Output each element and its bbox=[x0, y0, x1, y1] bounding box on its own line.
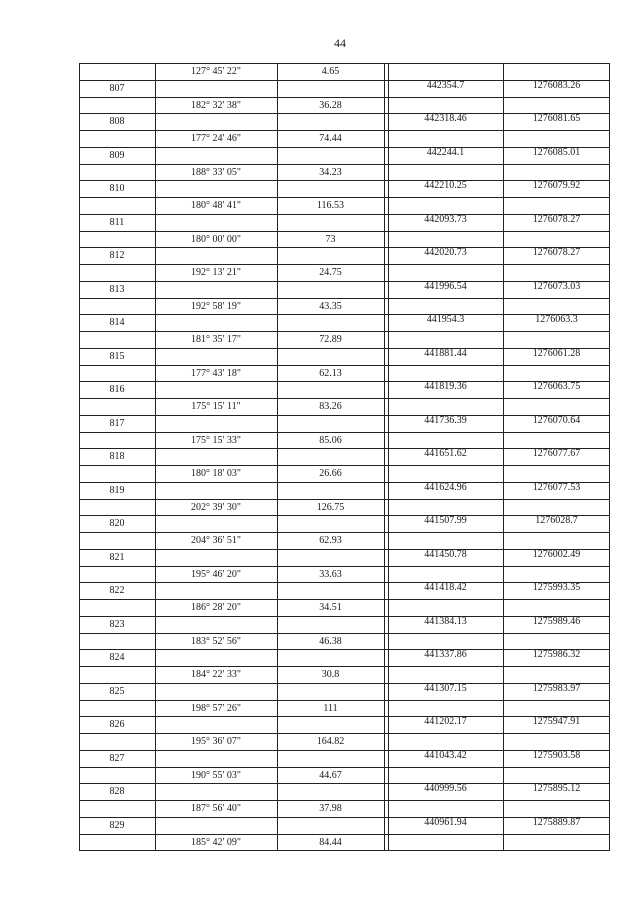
x-coordinate-cell: 442244.1 bbox=[426, 146, 465, 158]
angle-cell: 180° 18' 03" bbox=[191, 468, 241, 479]
point-number-cell: 822 bbox=[109, 585, 125, 597]
point-number-cell: 823 bbox=[109, 618, 125, 630]
distance-cell: 126.75 bbox=[316, 501, 345, 513]
distance-cell: 34.23 bbox=[319, 166, 342, 178]
y-coordinate-cell: 1275986.32 bbox=[532, 649, 581, 661]
point-number-cell: 819 bbox=[109, 484, 125, 496]
angle-cell: 181° 35' 17" bbox=[191, 334, 241, 345]
point-number-cell: 816 bbox=[109, 384, 125, 396]
y-coordinate-cell: 1276079.92 bbox=[532, 180, 581, 192]
distance-cell: 72.89 bbox=[319, 334, 342, 345]
angle-cell: 180° 48' 41" bbox=[191, 200, 241, 211]
y-coordinate-cell: 1275889.87 bbox=[532, 816, 581, 828]
distance-cell: 30.8 bbox=[321, 669, 340, 680]
y-coordinate-cell: 1276077.67 bbox=[532, 448, 581, 460]
row-divider bbox=[79, 767, 610, 768]
angle-cell: 184° 22' 33" bbox=[191, 669, 241, 680]
point-number-cell: 820 bbox=[109, 518, 125, 530]
distance-cell: 62.93 bbox=[319, 535, 342, 546]
y-coordinate-cell: 1275903.58 bbox=[532, 749, 581, 761]
y-coordinate-cell: 1276083.26 bbox=[532, 79, 581, 91]
x-coordinate-cell: 442093.73 bbox=[424, 213, 467, 225]
survey-coordinates-table bbox=[79, 63, 610, 852]
row-divider bbox=[79, 164, 610, 165]
x-coordinate-cell: 441202.17 bbox=[424, 716, 467, 728]
distance-cell: 46.38 bbox=[319, 635, 342, 647]
angle-cell: 127° 45' 22" bbox=[191, 66, 241, 77]
point-number-cell: 815 bbox=[109, 350, 125, 362]
distance-cell: 34.51 bbox=[319, 602, 342, 613]
point-number-cell: 812 bbox=[109, 250, 125, 262]
distance-cell: 24.75 bbox=[319, 267, 342, 278]
angle-cell: 183° 52' 56" bbox=[191, 635, 241, 647]
point-number-cell: 818 bbox=[109, 451, 125, 463]
point-number-cell: 810 bbox=[109, 183, 125, 195]
point-number-cell: 808 bbox=[109, 116, 125, 128]
x-coordinate-cell: 441736.39 bbox=[424, 414, 467, 426]
y-coordinate-cell: 1275989.46 bbox=[532, 615, 581, 627]
row-divider bbox=[79, 231, 610, 232]
distance-cell: 73 bbox=[325, 233, 336, 245]
angle-cell: 195° 36' 07" bbox=[191, 736, 241, 747]
distance-cell: 116.53 bbox=[316, 200, 345, 211]
point-number-cell: 809 bbox=[109, 149, 125, 161]
row-divider bbox=[79, 264, 610, 265]
y-coordinate-cell: 1276063.3 bbox=[535, 314, 578, 326]
y-coordinate-cell: 1276070.64 bbox=[532, 414, 581, 426]
angle-cell: 192° 58' 19" bbox=[191, 300, 241, 312]
point-number-cell: 824 bbox=[109, 652, 125, 664]
angle-cell: 177° 24' 46" bbox=[191, 133, 241, 144]
y-coordinate-cell: 1276081.65 bbox=[532, 113, 581, 125]
row-divider bbox=[79, 733, 610, 734]
angle-cell: 202° 39' 30" bbox=[191, 501, 241, 513]
row-divider bbox=[79, 298, 610, 299]
row-divider bbox=[79, 331, 610, 332]
point-number-cell: 829 bbox=[109, 819, 125, 831]
angle-cell: 188° 33' 05" bbox=[191, 166, 241, 178]
distance-cell: 33.63 bbox=[319, 568, 342, 580]
x-coordinate-cell: 442210.25 bbox=[424, 180, 467, 192]
distance-cell: 111 bbox=[323, 702, 338, 714]
row-divider bbox=[79, 599, 610, 600]
x-coordinate-cell: 441418.42 bbox=[424, 582, 467, 594]
distance-cell: 26.66 bbox=[319, 468, 342, 479]
x-coordinate-cell: 442354.7 bbox=[426, 79, 465, 91]
angle-cell: 190° 55' 03" bbox=[191, 769, 241, 781]
distance-cell: 84.44 bbox=[319, 836, 342, 848]
x-coordinate-cell: 441881.44 bbox=[424, 347, 467, 359]
angle-cell: 198° 57' 26" bbox=[191, 702, 241, 714]
row-divider bbox=[79, 365, 610, 366]
row-divider bbox=[79, 834, 610, 835]
x-coordinate-cell: 441384.13 bbox=[424, 615, 467, 627]
point-number-cell: 828 bbox=[109, 786, 125, 798]
point-number-cell: 825 bbox=[109, 685, 125, 697]
row-divider bbox=[79, 97, 610, 98]
point-number-cell: 814 bbox=[109, 317, 125, 329]
y-coordinate-cell: 1276061.28 bbox=[532, 347, 581, 359]
distance-cell: 44.67 bbox=[319, 769, 342, 781]
point-number-cell: 811 bbox=[109, 216, 125, 228]
row-divider bbox=[79, 465, 610, 466]
point-number-cell: 827 bbox=[109, 752, 125, 764]
angle-cell: 186° 28' 20" bbox=[191, 602, 241, 613]
table-border-top bbox=[79, 63, 610, 64]
distance-cell: 164.82 bbox=[316, 736, 345, 747]
angle-cell: 175° 15' 33" bbox=[191, 434, 241, 446]
y-coordinate-cell: 1276077.53 bbox=[532, 481, 581, 493]
point-number-cell: 817 bbox=[109, 417, 125, 429]
x-coordinate-cell: 440961.94 bbox=[424, 816, 467, 828]
point-number-cell: 821 bbox=[109, 551, 125, 563]
row-divider bbox=[79, 398, 610, 399]
x-coordinate-cell: 441450.78 bbox=[424, 548, 467, 560]
angle-cell: 182° 32' 38" bbox=[191, 99, 241, 111]
angle-cell: 204° 36' 51" bbox=[191, 535, 241, 546]
y-coordinate-cell: 1275947.91 bbox=[532, 716, 581, 728]
x-coordinate-cell: 441954.3 bbox=[426, 314, 465, 326]
row-divider bbox=[79, 197, 610, 198]
row-divider bbox=[79, 499, 610, 500]
row-divider bbox=[79, 633, 610, 634]
y-coordinate-cell: 1276063.75 bbox=[532, 381, 581, 393]
x-coordinate-cell: 441043.42 bbox=[424, 749, 467, 761]
y-coordinate-cell: 1276078.27 bbox=[532, 247, 581, 259]
angle-cell: 192° 13' 21" bbox=[191, 267, 241, 278]
point-number-cell: 807 bbox=[109, 82, 125, 94]
distance-cell: 85.06 bbox=[319, 434, 342, 446]
row-divider bbox=[79, 666, 610, 667]
angle-cell: 185° 42' 09" bbox=[191, 836, 241, 848]
angle-cell: 177° 43' 18" bbox=[191, 367, 241, 379]
y-coordinate-cell: 1276078.27 bbox=[532, 213, 581, 225]
x-coordinate-cell: 442318.46 bbox=[424, 113, 467, 125]
x-coordinate-cell: 440999.56 bbox=[424, 783, 467, 795]
distance-cell: 43.35 bbox=[319, 300, 342, 312]
distance-cell: 62.13 bbox=[319, 367, 342, 379]
y-coordinate-cell: 1275993.35 bbox=[532, 582, 581, 594]
y-coordinate-cell: 1275983.97 bbox=[532, 682, 581, 694]
table-border-bottom bbox=[79, 850, 610, 851]
angle-cell: 175° 15' 11" bbox=[191, 401, 241, 412]
point-number-cell: 826 bbox=[109, 719, 125, 731]
row-divider bbox=[79, 130, 610, 131]
x-coordinate-cell: 441624.96 bbox=[424, 481, 467, 493]
row-divider bbox=[79, 700, 610, 701]
y-coordinate-cell: 1276028.7 bbox=[535, 515, 578, 527]
x-coordinate-cell: 441307.15 bbox=[424, 682, 467, 694]
y-coordinate-cell: 1276085.01 bbox=[532, 146, 581, 158]
x-coordinate-cell: 441819.36 bbox=[424, 381, 467, 393]
y-coordinate-cell: 1276073.03 bbox=[532, 280, 581, 292]
distance-cell: 36.28 bbox=[319, 99, 342, 111]
point-number-cell: 813 bbox=[109, 283, 125, 295]
angle-cell: 187° 56' 40" bbox=[191, 803, 241, 814]
distance-cell: 4.65 bbox=[321, 66, 340, 77]
x-coordinate-cell: 441507.99 bbox=[424, 515, 467, 527]
angle-cell: 195° 46' 20" bbox=[191, 568, 241, 580]
row-divider bbox=[79, 566, 610, 567]
distance-cell: 37.98 bbox=[319, 803, 342, 814]
x-coordinate-cell: 441337.86 bbox=[424, 649, 467, 661]
angle-cell: 180° 00' 00" bbox=[191, 233, 241, 245]
x-coordinate-cell: 441651.62 bbox=[424, 448, 467, 460]
distance-cell: 83.26 bbox=[319, 401, 342, 412]
page-number: 44 bbox=[334, 36, 346, 50]
row-divider bbox=[79, 532, 610, 533]
x-coordinate-cell: 442020.73 bbox=[424, 247, 467, 259]
row-divider bbox=[79, 800, 610, 801]
distance-cell: 74.44 bbox=[319, 133, 342, 144]
y-coordinate-cell: 1276002.49 bbox=[532, 548, 581, 560]
x-coordinate-cell: 441996.54 bbox=[424, 280, 467, 292]
row-divider bbox=[79, 432, 610, 433]
y-coordinate-cell: 1275895.12 bbox=[532, 783, 581, 795]
